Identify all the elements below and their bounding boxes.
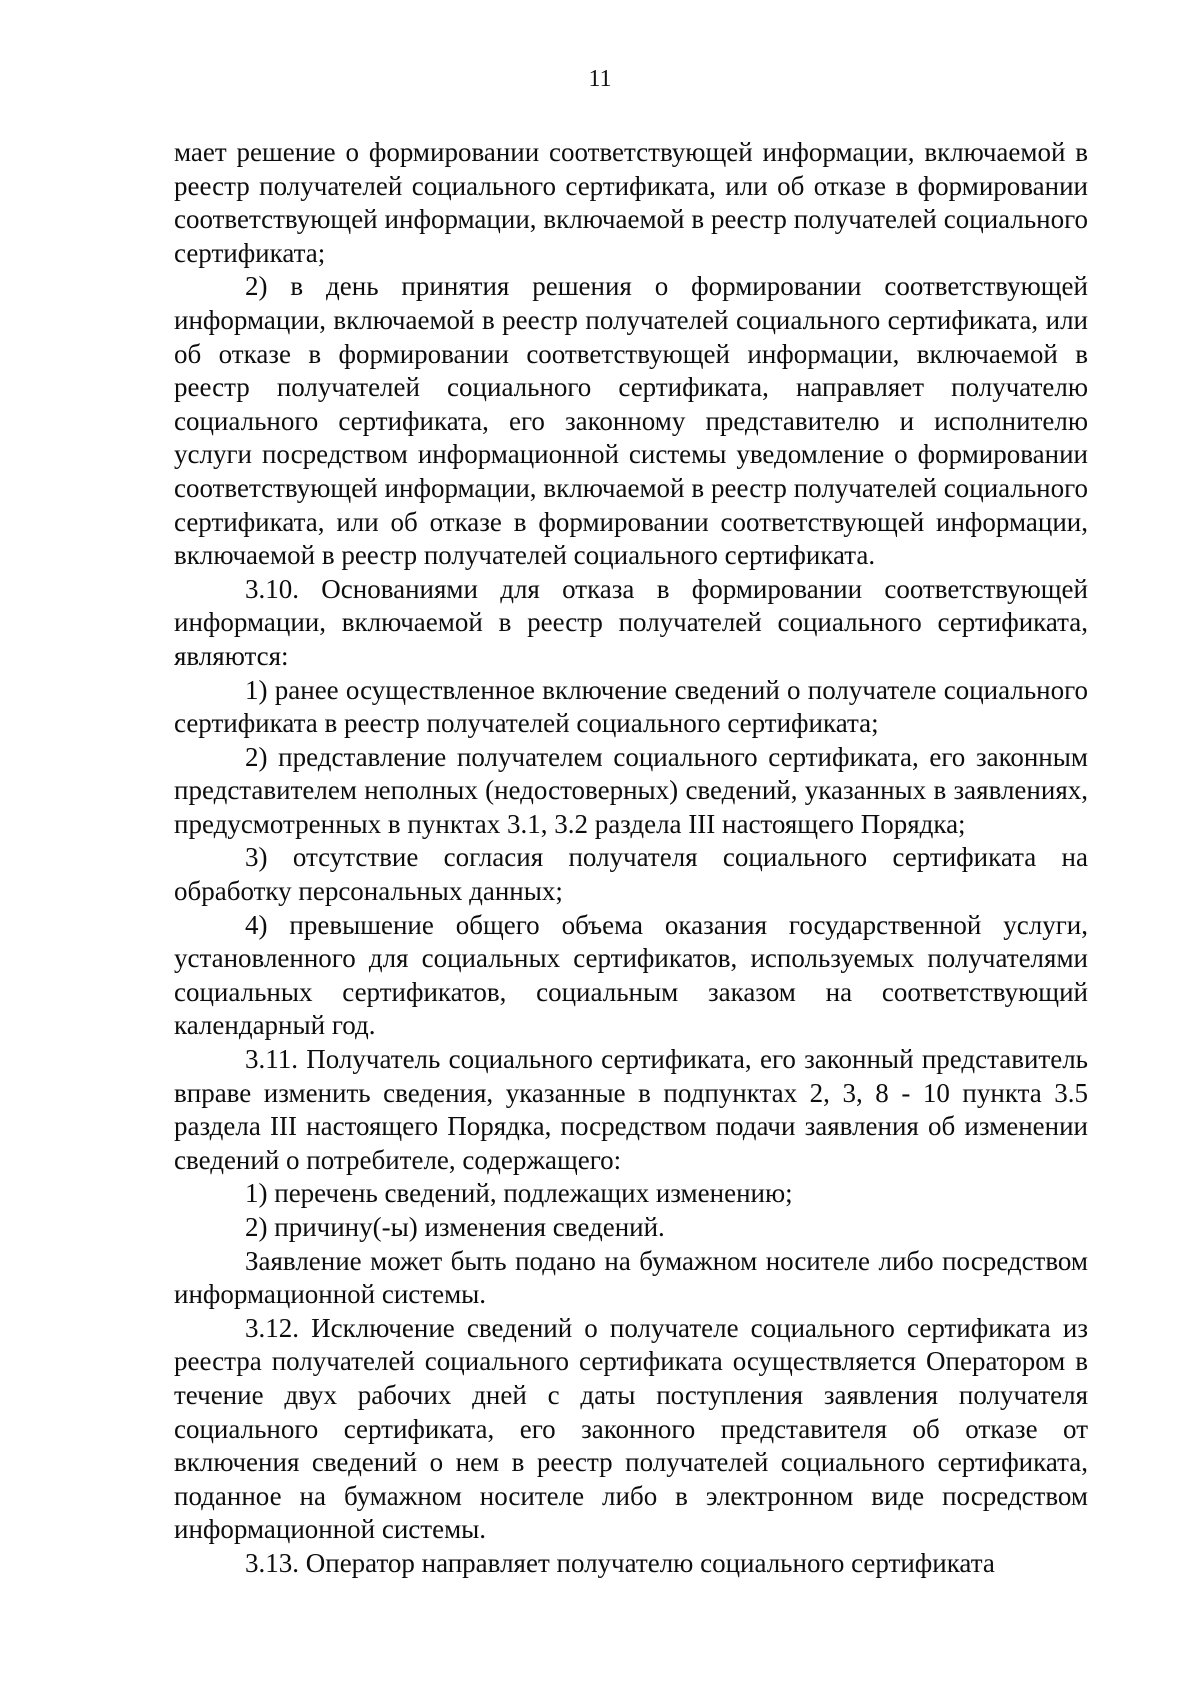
paragraph-3-12-exclusion: 3.12. Исключение сведений о получателе социального сертификата из реестра получателей социального сертификата осуществляется Оператором в течение двух рабочих дней с даты поступления заявления получателя социального сертификата, его законного представителя об отказе от включения сведений о нем в реестр получателей социального сертификата, поданное на бумажном носителе либо в электронном виде посредством информационной системы. [174, 1312, 1088, 1545]
paragraph-3-10-refusal-grounds: 3.10. Основаниями для отказа в формировании соответствующей информации, включаемой в реестр получателей социального сертификата, являются: [174, 573, 1088, 671]
paragraph-ground-2: 2) представление получателем социального сертификата, его законным представителем неполных (недостоверных) сведений, указанных в заявлениях, предусмотренных в пунктах 3.1, 3.2 раздела III настоящего Порядка; [174, 741, 1088, 839]
document-body [174, 136, 1088, 1581]
paragraph-item-2-notification: 2) в день принятия решения о формировании соответствующей информации, включаемой в реестр получателей социального сертификата, или об отказе в формировании соответствующей информации, включаемой в реестр получателей социального сертификата, направляет получателю социального сертификата, его законному представителю и исполнителю услуги посредством информационной системы уведомление о формировании соответствующей информации, включаемой в реестр получателей социального сертификата, или об отказе в формировании соответствующей информации, включаемой в реестр получателей социального сертификата. [174, 271, 1088, 571]
paragraph-3-13-operator: 3.13. Оператор направляет получателю социального сертификата [245, 1547, 995, 1578]
paragraph-3-11-change-info: 3.11. Получатель социального сертификата, его законный представитель вправе изменить сведения, указанные в подпунктах 2, 3, 8 - 10 пункта 3.5 раздела III настоящего Порядка, посредством подачи заявления об изменении сведений о потребителе, содержащего: [174, 1044, 1088, 1175]
paragraph-ground-4: 4) превышение общего объема оказания государственной услуги, установленного для социальных сертификатов, используемых получателями социальных сертификатов, социальным заказом на соответствующий календарный год. [174, 909, 1088, 1041]
page-number: 11 [588, 66, 612, 92]
paragraph-change-item-2: 2) причину(-ы) изменения сведений. [245, 1212, 665, 1242]
paragraph-change-item-1: 1) перечень сведений, подлежащих изменению; [245, 1178, 793, 1209]
paragraph-ground-3: 3) отсутствие согласия получателя социального сертификата на обработку персональных данных; [174, 842, 1088, 907]
paragraph-application-submission: Заявление может быть подано на бумажном носителе либо посредством информационной системы. [174, 1245, 1088, 1310]
paragraph-continuation: мает решение о формировании соответствующей информации, включаемой в реестр получателей социального сертификата, или об отказе в формировании соответствующей информации, включаемой в реестр получателей социального сертификата; [174, 137, 1088, 268]
paragraph-ground-1: 1) ранее осуществленное включение сведений о получателе социального сертификата в реестр получателей социального сертификата; [174, 674, 1088, 739]
